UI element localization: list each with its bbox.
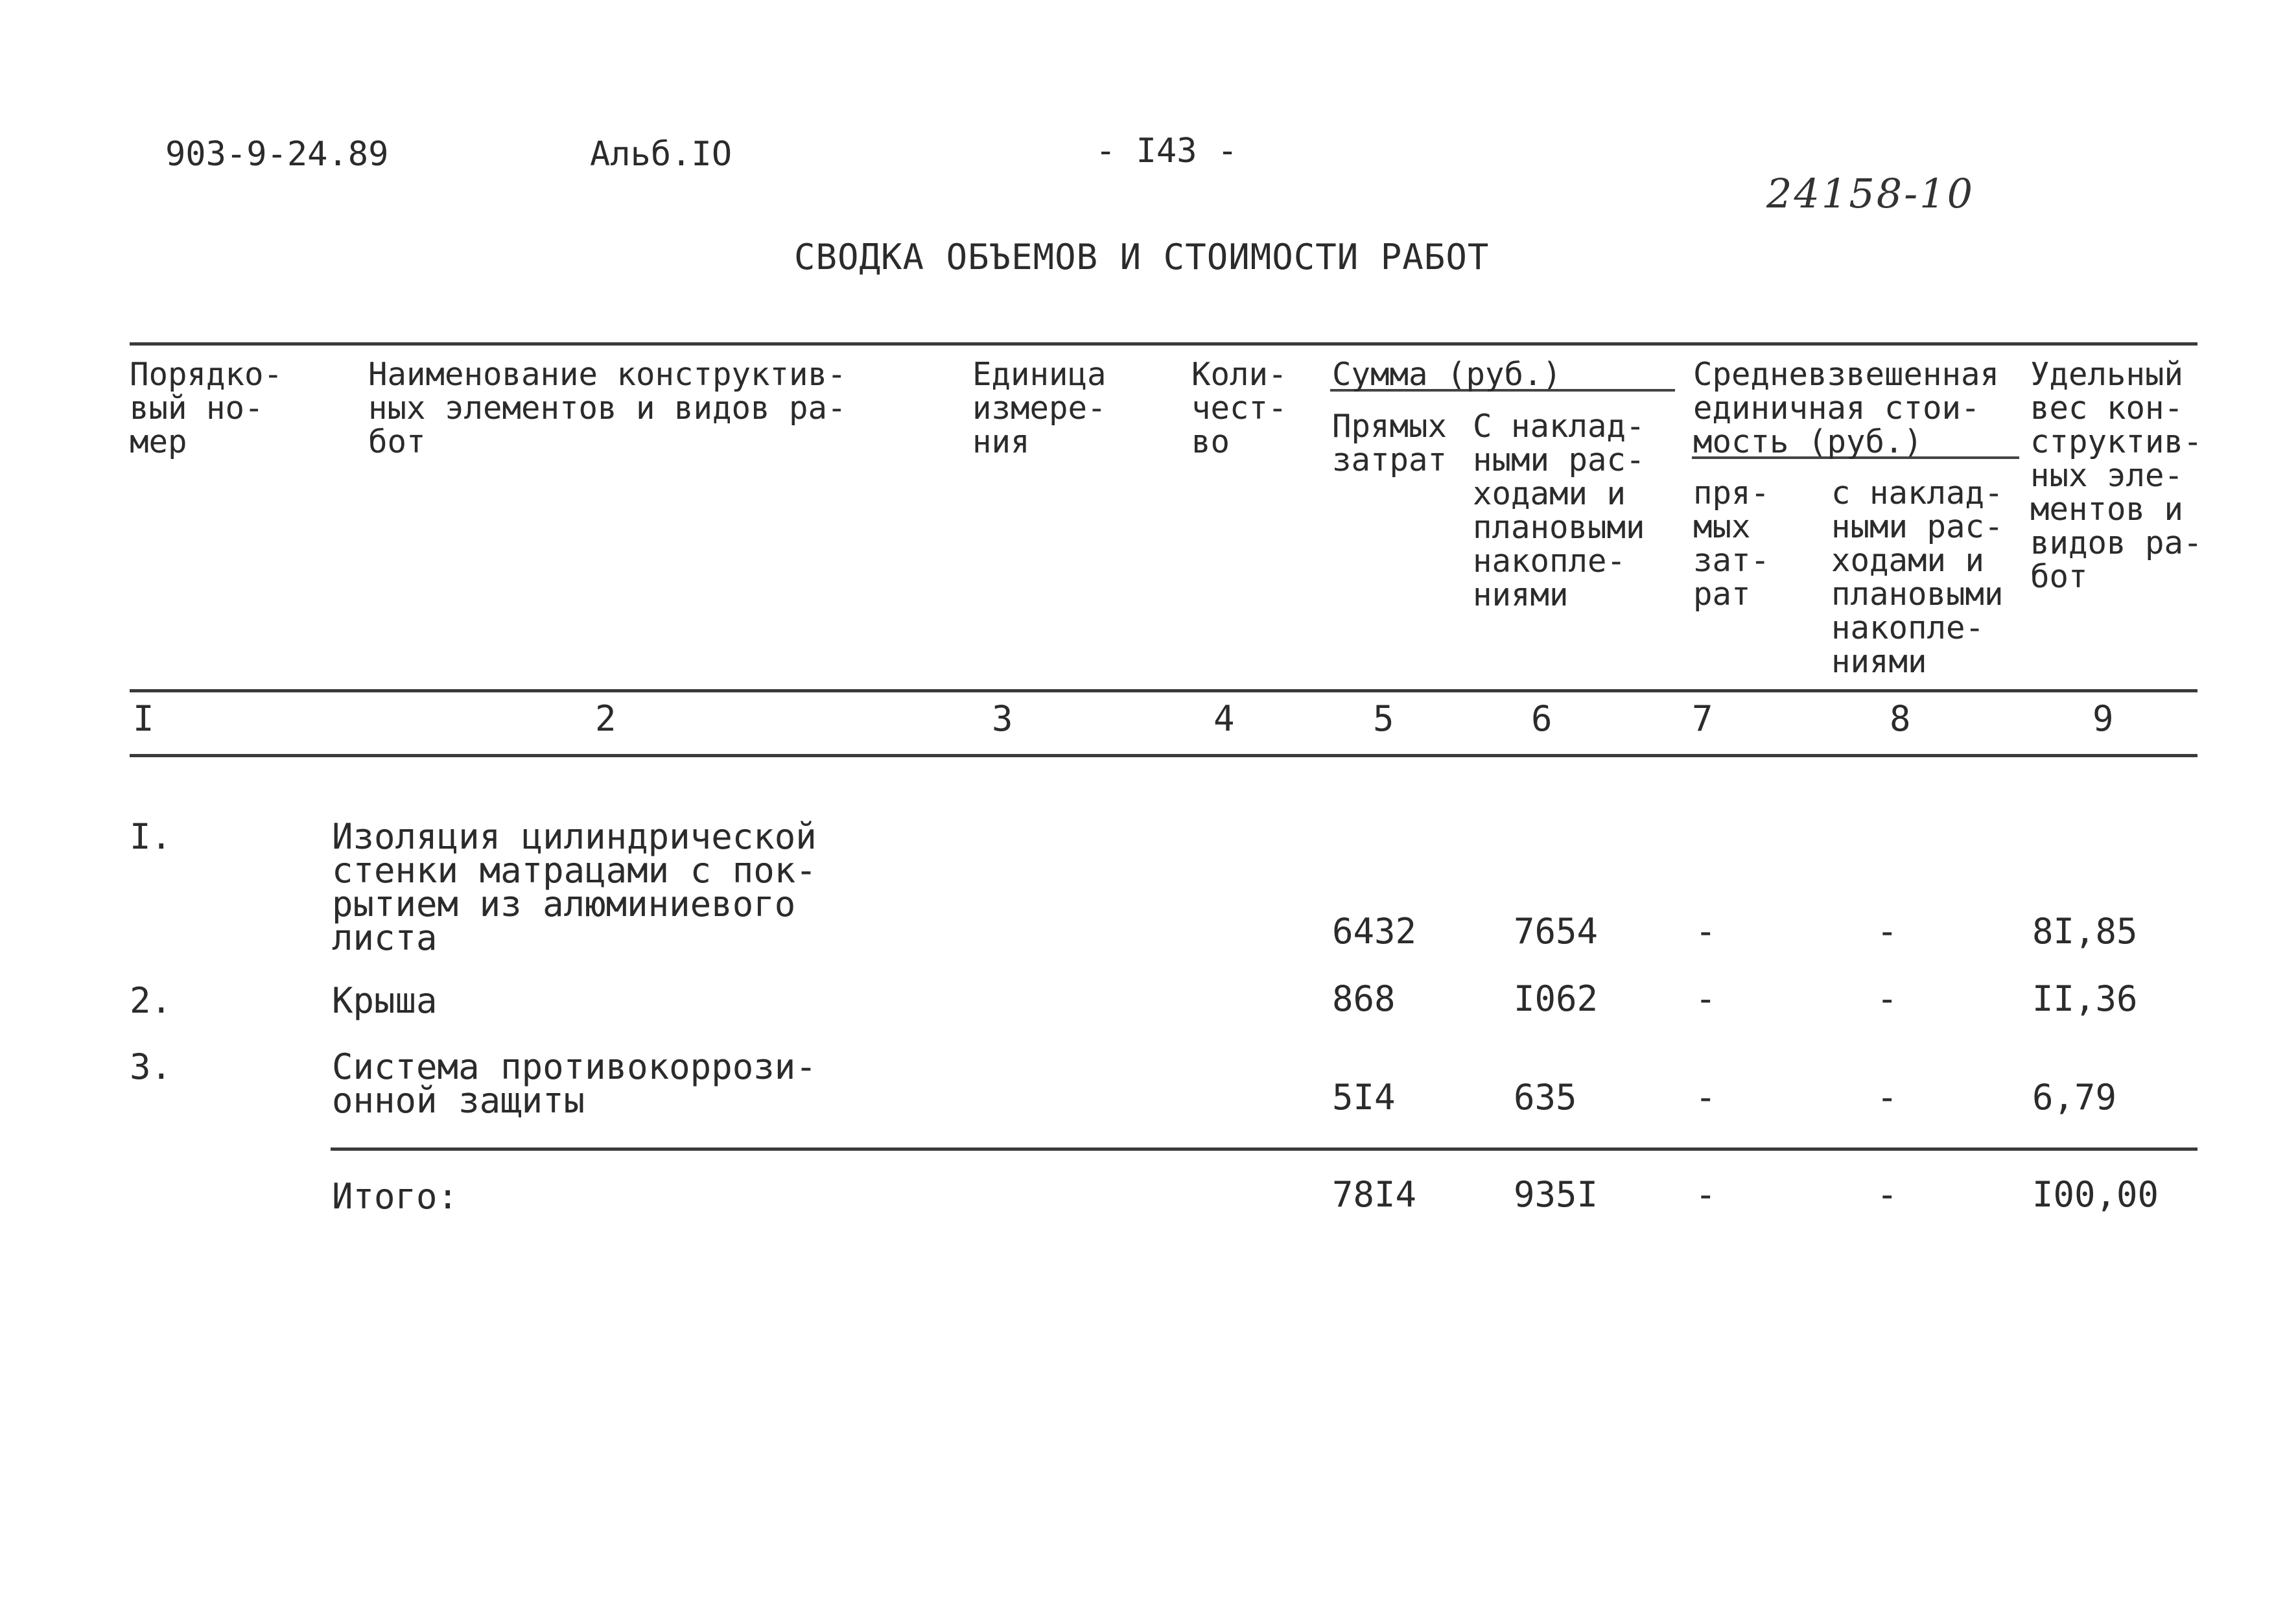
document-code: 903-9-24.89 — [165, 135, 389, 174]
total-overhead-costs: 935I — [1514, 1174, 1599, 1215]
header-quantity: Коли- чест- во — [1191, 356, 1287, 460]
row-share: 8I,85 — [2032, 911, 2138, 952]
row-overhead-costs: 7654 — [1514, 911, 1599, 952]
header-overhead-costs: С наклад- ными рас- ходами и плановыми накопле- ниями — [1473, 408, 1645, 613]
row-name: Изоляция цилиндрической стенки матрацами с пок- рытием из алюминиевого листа — [332, 816, 817, 958]
table-top-rule — [130, 342, 2197, 346]
header-bottom-rule — [130, 689, 2197, 692]
row-avg-direct: - — [1695, 911, 1717, 952]
row-direct-costs: 868 — [1332, 978, 1396, 1019]
header-element-name: Наименование конструктив- ных элементов и видов ра- бот — [368, 356, 847, 460]
header-sum-group: Сумма (руб.) — [1332, 356, 1562, 393]
row-direct-costs: 5I4 — [1332, 1077, 1396, 1118]
handwritten-stamp: 24158-10 — [1766, 170, 1975, 217]
row-number: 3. — [130, 1046, 172, 1087]
total-avg-overhead: - — [1877, 1174, 1898, 1215]
row-overhead-costs: 635 — [1514, 1077, 1577, 1118]
row-avg-overhead: - — [1877, 1077, 1898, 1118]
header-share: Удельный вес кон- структив- ных эле- ментов и видов ра- бот — [2030, 356, 2203, 595]
row-name: Система противокоррози- онной защиты — [332, 1046, 817, 1121]
column-numbers-rule — [130, 754, 2197, 757]
column-number: 6 — [1531, 698, 1553, 739]
header-avg-direct: пря- мых зат- рат — [1693, 475, 1770, 613]
header-unit: Единица измере- ния — [972, 356, 1107, 460]
total-avg-direct: - — [1695, 1174, 1717, 1215]
column-number: 4 — [1213, 698, 1235, 739]
row-avg-overhead: - — [1877, 978, 1898, 1019]
total-rule — [331, 1147, 2197, 1151]
column-number: I — [133, 698, 154, 739]
column-number: 3 — [992, 698, 1013, 739]
album-number: Альб.IO — [590, 135, 732, 174]
row-overhead-costs: I062 — [1514, 978, 1599, 1019]
row-avg-direct: - — [1695, 1077, 1717, 1118]
header-avg-overhead: с наклад- ными рас- ходами и плановыми накопле- ниями — [1831, 475, 2004, 680]
row-share: II,36 — [2032, 978, 2138, 1019]
row-avg-overhead: - — [1877, 911, 1898, 952]
row-direct-costs: 6432 — [1332, 911, 1417, 952]
header-direct-costs: Прямых затрат — [1332, 408, 1447, 478]
row-number: I. — [130, 816, 172, 857]
row-number: 2. — [130, 980, 172, 1021]
row-avg-direct: - — [1695, 978, 1717, 1019]
total-share: I00,00 — [2032, 1174, 2159, 1215]
column-number: 5 — [1373, 698, 1394, 739]
row-name: Крыша — [332, 980, 438, 1021]
header-weighted-average-group: Средневзвешенная единичная стои- мость (руб.) — [1693, 356, 2000, 460]
total-label: Итого: — [332, 1176, 459, 1217]
column-number: 7 — [1692, 698, 1713, 739]
row-share: 6,79 — [2032, 1077, 2117, 1118]
document-title: СВОДКА ОБЪЕМОВ И СТОИМОСТИ РАБОТ — [794, 237, 1490, 277]
column-number: 8 — [1890, 698, 1911, 739]
page-number: - I43 - — [1096, 132, 1238, 171]
column-number: 2 — [595, 698, 616, 739]
header-order-number: Порядко- вый но- мер — [130, 356, 283, 460]
total-direct-costs: 78I4 — [1332, 1174, 1417, 1215]
column-number: 9 — [2092, 698, 2114, 739]
